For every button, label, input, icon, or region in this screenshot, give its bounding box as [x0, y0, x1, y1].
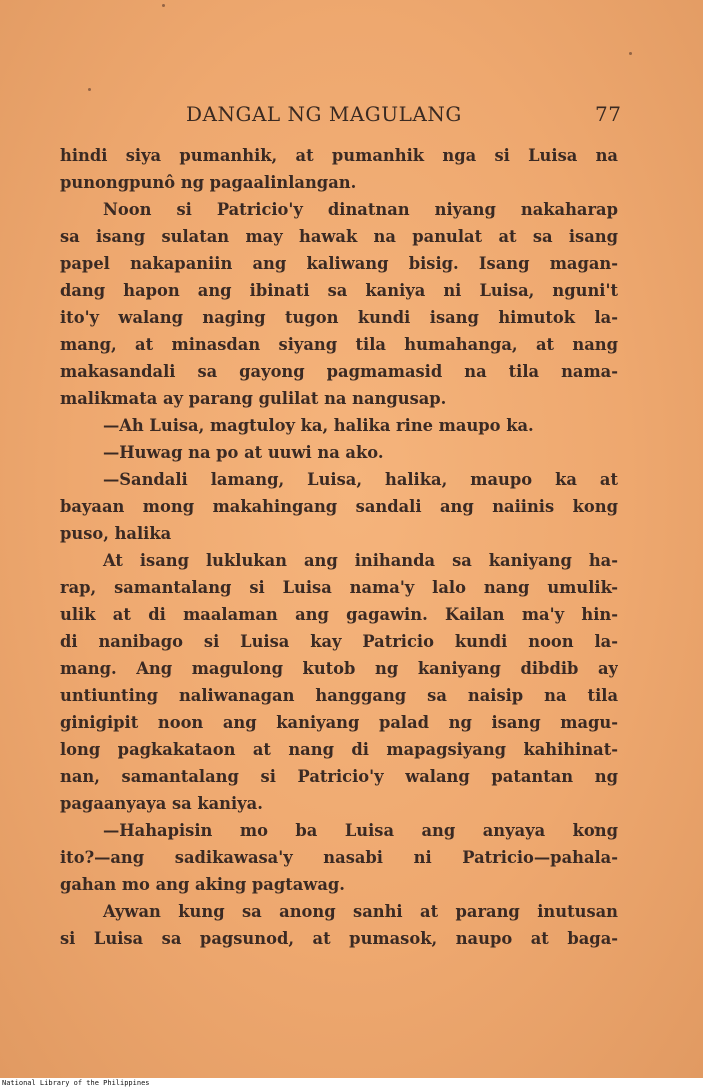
text-line: long pagkakataon at nang di mapagsiyang kahihinat-: [60, 740, 618, 759]
text-line: punongpunô ng pagaalinlangan.: [60, 173, 357, 192]
paper-speck: [88, 88, 91, 91]
text-line: mang, at minasdan siyang tila humahanga, at nang: [60, 335, 618, 354]
text-line: gahan mo ang aking pagtawag.: [60, 875, 345, 894]
paper-speck: [162, 4, 165, 7]
text-line: ulik at di maalaman ang gagawin. Kailan ma'y hin-: [60, 605, 618, 624]
text-line: makasandali sa gayong pagmamasid na tila nama-: [60, 362, 618, 381]
page-body-text: [60, 142, 618, 952]
text-line: puso, halika: [60, 524, 172, 543]
library-credit: National Library of the Philippines: [2, 1079, 150, 1087]
text-line: untiunting naliwanagan hanggang sa naisip na tila: [60, 686, 618, 705]
text-line: di nanibago si Luisa kay Patricio kundi noon la-: [60, 632, 618, 651]
text-line: hindi siya pumanhik, at pumanhik nga si Luisa na: [60, 146, 618, 165]
text-line: dang hapon ang ibinati sa kaniya ni Luisa, nguni't: [60, 281, 618, 300]
text-line: si Luisa sa pagsunod, at pumasok, naupo at baga-: [60, 929, 618, 948]
text-line: —Hahapisin mo ba Luisa ang anyaya kong: [103, 821, 618, 840]
text-line: malikmata ay parang gulilat na nangusap.: [60, 389, 447, 408]
paper-speck: [629, 52, 632, 55]
text-line: Aywan kung sa anong sanhi at parang inutusan: [103, 902, 618, 921]
text-line: sa isang sulatan may hawak na panulat at sa isang: [60, 227, 618, 246]
text-line: —Ah Luisa, magtuloy ka, halika rine maupo ka.: [103, 416, 534, 435]
chapter-title: DANGAL NG MAGULANG: [186, 102, 462, 126]
text-line: ginigipit noon ang kaniyang palad ng isang magu-: [60, 713, 618, 732]
text-line: rap, samantalang si Luisa nama'y lalo nang umulik-: [60, 578, 618, 597]
text-line: —Sandali lamang, Luisa, halika, maupo ka at: [103, 470, 618, 489]
text-line: mang. Ang magulong kutob ng kaniyang dibdib ay: [60, 659, 618, 678]
text-line: ito'y walang naging tugon kundi isang himutok la-: [60, 308, 618, 327]
text-line: ito?—ang sadikawasa'y nasabi ni Patricio—pahala-: [60, 848, 618, 867]
text-line: nan, samantalang si Patricio'y walang patantan ng: [60, 767, 618, 786]
text-line: bayaan mong makahingang sandali ang naiinis kong: [60, 497, 618, 516]
text-line: At isang luklukan ang inihanda sa kaniyang ha-: [103, 551, 618, 570]
text-line: —Huwag na po at uuwi na ako.: [103, 443, 384, 462]
running-header: [0, 102, 703, 134]
text-line: papel nakapaniin ang kaliwang bisig. Isang magan-: [60, 254, 618, 273]
text-line: pagaanyaya sa kaniya.: [60, 794, 263, 813]
page-number: 77: [595, 102, 622, 126]
text-line: Noon si Patricio'y dinatnan niyang nakaharap: [103, 200, 618, 219]
